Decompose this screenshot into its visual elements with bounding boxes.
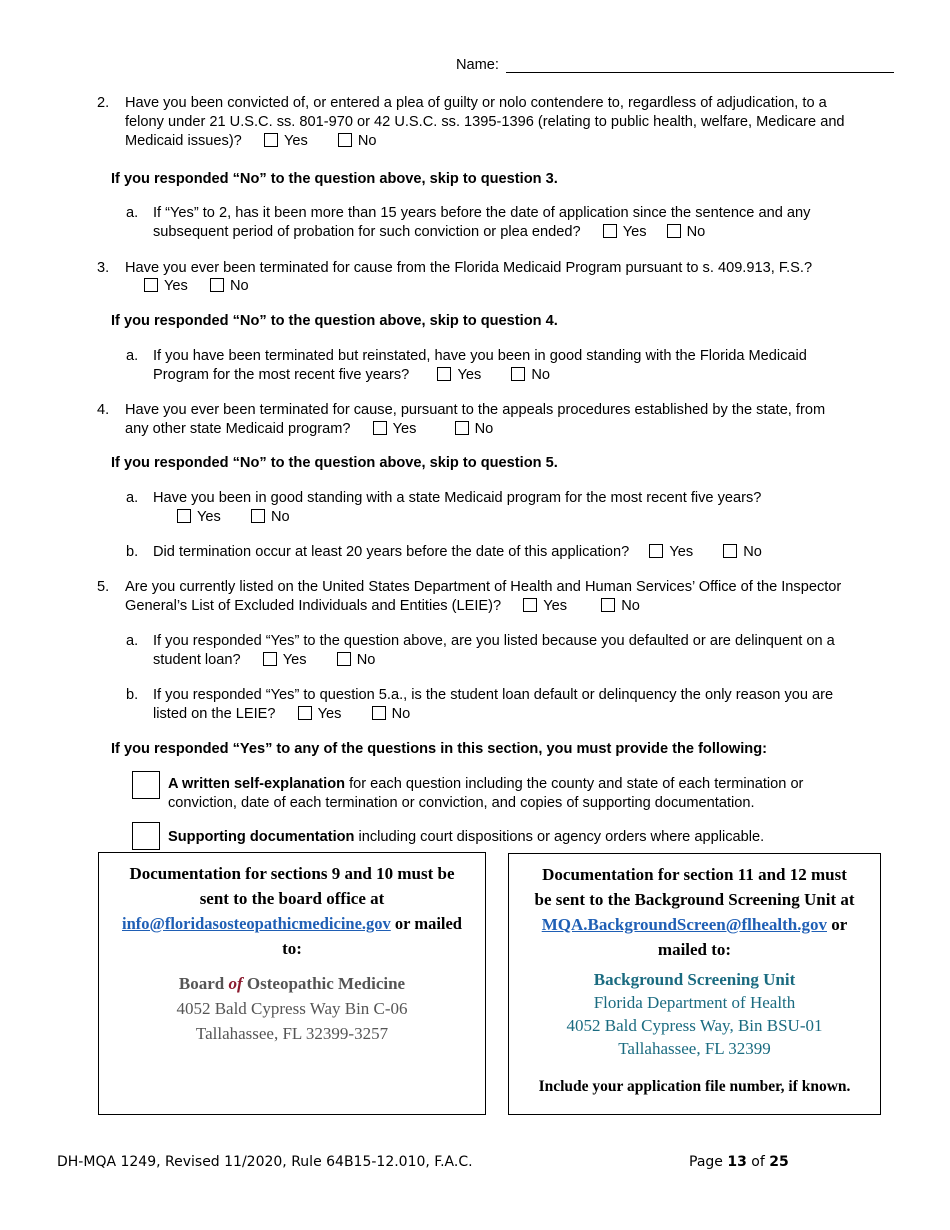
bsu-box-line-3 [509, 912, 880, 937]
q5a-yes-label: Yes [282, 652, 307, 668]
q2-yes-checkbox[interactable] [264, 133, 278, 147]
board-address-2: Tallahassee, FL 32399-3257 [195, 1024, 389, 1043]
board-or-mailed: or mailed [390, 914, 462, 933]
bsu-department: Florida Department of Health [593, 993, 796, 1012]
q2-skip-note: If you responded “No” to the question above, skip to question 3. [111, 171, 558, 187]
q5a-line-1: If you responded “Yes” to the question above, are you listed because you defaulted or are delinquent on a [153, 633, 835, 649]
q3a-line-1: If you have been terminated but reinstated, have you been in good standing with the Florida Medicaid [153, 348, 807, 364]
board-name-post: Osteopathic Medicine [242, 974, 406, 993]
q4a-label: a. [126, 490, 139, 506]
q3a-no-label: No [531, 367, 551, 383]
question-4-text-end: any other state Medicaid program? [125, 421, 351, 437]
q4b-yes-checkbox[interactable] [649, 544, 663, 558]
board-name-pre: Board [178, 974, 229, 993]
footer-page-total: 25 [769, 1154, 789, 1170]
q3-yes-checkbox[interactable] [144, 278, 158, 292]
footer-page-number [689, 1154, 789, 1170]
board-box-line-3 [99, 911, 485, 936]
footer-of-word: of [746, 1154, 770, 1170]
q5a-label: a. [126, 633, 139, 649]
q3-skip-note: If you responded “No” to the question above, skip to question 4. [111, 313, 558, 329]
q4b-no-checkbox[interactable] [723, 544, 737, 558]
q2a-label: a. [126, 205, 139, 221]
board-address-1: 4052 Bald Cypress Way Bin C-06 [176, 999, 408, 1018]
q5a-no-checkbox[interactable] [337, 652, 351, 666]
question-5-number: 5. [97, 579, 110, 595]
q5b-yes-label: Yes [317, 706, 342, 722]
footer-form-id: DH-MQA 1249, Revised 11/2020, Rule 64B15-12.010, F.A.C. [57, 1154, 473, 1170]
question-2-line-2: felony under 21 U.S.C. ss. 801-970 or 42 U.S.C. ss. 1395-1396 (relating to public health, welfare, Medicare and [125, 114, 845, 130]
footer-page-word: Page [689, 1154, 728, 1170]
question-5-line-1: Are you currently listed on the United States Department of Health and Human Services’ Office of the Inspector [125, 579, 842, 595]
q5b-no-label: No [391, 706, 411, 722]
self-explanation-title: A written self-explanation [168, 776, 346, 792]
bsu-unit-name: Background Screening Unit [593, 970, 796, 989]
q4a-yes-checkbox[interactable] [177, 509, 191, 523]
board-box-line-1: Documentation for sections 9 and 10 must be [129, 864, 455, 883]
q2a-line-1: If “Yes” to 2, has it been more than 15 years before the date of application since the sentence and any [153, 205, 811, 221]
q4a-no-label: No [270, 509, 290, 525]
question-4-line-1: Have you ever been terminated for cause, pursuant to the appeals procedures established by the state, from [125, 402, 826, 418]
q2a-no-checkbox[interactable] [667, 224, 681, 238]
q4b-text: Did termination occur at least 20 years before the date of this application? [153, 544, 630, 560]
q4-yes-checkbox[interactable] [373, 421, 387, 435]
board-name [99, 971, 485, 996]
supporting-docs-text: including court dispositions or agency orders where applicable. [354, 829, 765, 845]
q2a-text-end: subsequent period of probation for such conviction or plea ended? [153, 224, 581, 240]
q5a-text-end: student loan? [153, 652, 241, 668]
q2-no-checkbox[interactable] [338, 133, 352, 147]
q5b-yes-checkbox[interactable] [298, 706, 312, 720]
q4b-line-1 [153, 543, 762, 562]
bsu-box-line-1: Documentation for section 11 and 12 must [542, 865, 847, 884]
bsu-address-1: 4052 Bald Cypress Way, Bin BSU-01 [566, 1016, 823, 1035]
q3a-yes-checkbox[interactable] [437, 367, 451, 381]
question-3-number: 3. [97, 260, 110, 276]
board-box-line-2: sent to the board office at [199, 889, 385, 908]
footer-page-current: 13 [727, 1154, 747, 1170]
name-label: Name: [456, 57, 499, 73]
q4-no-label: No [474, 421, 494, 437]
question-4-line-2 [125, 420, 493, 439]
q4-yes-label: Yes [392, 421, 417, 437]
question-2-number: 2. [97, 95, 110, 111]
q3-options [144, 277, 249, 296]
bsu-box-line-2: be sent to the Background Screening Unit at [534, 890, 855, 909]
q4b-yes-label: Yes [669, 544, 694, 560]
self-explanation-text: for each question including the county and state of each termination or [345, 776, 804, 792]
board-name-of: of [228, 974, 243, 993]
self-explanation-line-2: conviction, date of each termination or conviction, and copies of supporting documentation. [168, 795, 755, 811]
q5-no-label: No [621, 598, 640, 614]
q4a-line-1: Have you been in good standing with a state Medicaid program for the most recent five years? [153, 490, 762, 506]
q4-no-checkbox[interactable] [455, 421, 469, 435]
q3a-line-2 [153, 366, 550, 385]
self-explanation-checkbox[interactable] [132, 771, 160, 799]
q5-yes-label: Yes [543, 598, 568, 614]
board-email-link[interactable]: info@floridasosteopathicmedicine.gov [122, 914, 391, 933]
name-input-line[interactable] [506, 72, 894, 73]
question-3-line-1: Have you ever been terminated for cause from the Florida Medicaid Program pursuant to s. 409.913, F.S.? [125, 260, 813, 276]
q4b-no-label: No [743, 544, 762, 560]
background-screening-box [508, 853, 881, 1115]
question-5-line-2 [125, 597, 640, 616]
bsu-address-2: Tallahassee, FL 32399 [618, 1039, 771, 1058]
bsu-or: or [827, 915, 848, 934]
provide-heading: If you responded “Yes” to any of the questions in this section, you must provide the following: [111, 741, 767, 757]
supporting-docs-line [168, 828, 764, 847]
self-explanation-line-1 [168, 775, 803, 794]
q3a-text-end: Program for the most recent five years? [153, 367, 410, 383]
question-5-text-end: General’s List of Excluded Individuals and Entities (LEIE)? [125, 598, 502, 614]
supporting-docs-title: Supporting documentation [168, 829, 355, 845]
q5b-label: b. [126, 687, 139, 703]
q5a-line-2 [153, 651, 375, 670]
q3a-no-checkbox[interactable] [511, 367, 525, 381]
board-office-box [98, 852, 486, 1115]
q5b-line-2 [153, 705, 410, 724]
q3-yes-label: Yes [164, 278, 188, 294]
board-box-to: to: [282, 939, 302, 958]
bsu-note: Include your application file number, if known. [538, 1078, 851, 1095]
q2a-yes-label: Yes [622, 224, 647, 240]
q2a-no-label: No [686, 224, 706, 240]
q5-yes-checkbox[interactable] [523, 598, 537, 612]
q3a-label: a. [126, 348, 139, 364]
question-2-line-1: Have you been convicted of, or entered a plea of guilty or nolo contendere to, regardless of adjudication, to a [125, 95, 827, 111]
q2-no-label: No [357, 133, 377, 149]
q2a-yes-checkbox[interactable] [603, 224, 617, 238]
q4a-no-checkbox[interactable] [251, 509, 265, 523]
q5b-text-end: listed on the LEIE? [153, 706, 276, 722]
question-2-text-end: Medicaid issues)? [125, 133, 242, 149]
question-4-number: 4. [97, 402, 110, 418]
question-2-line-3 [125, 132, 377, 151]
q4a-options [177, 508, 290, 527]
q3-no-label: No [229, 278, 249, 294]
q5-no-checkbox[interactable] [601, 598, 615, 612]
q4b-label: b. [126, 544, 139, 560]
q3-no-checkbox[interactable] [210, 278, 224, 292]
q2-yes-label: Yes [283, 133, 308, 149]
q3a-yes-label: Yes [457, 367, 482, 383]
name-field-row [456, 56, 499, 75]
q4-skip-note: If you responded “No” to the question above, skip to question 5. [111, 455, 558, 471]
bsu-mailed-to: mailed to: [657, 940, 732, 959]
q5b-line-1: If you responded “Yes” to question 5.a., is the student loan default or delinquency the only reason you are [153, 687, 834, 703]
q5a-no-label: No [356, 652, 376, 668]
q4a-yes-label: Yes [197, 509, 221, 525]
q2a-line-2 [153, 223, 705, 242]
bsu-email-link[interactable]: MQA.BackgroundScreen@flhealth.gov [541, 915, 827, 934]
q5a-yes-checkbox[interactable] [263, 652, 277, 666]
supporting-docs-checkbox[interactable] [132, 822, 160, 850]
q5b-no-checkbox[interactable] [372, 706, 386, 720]
